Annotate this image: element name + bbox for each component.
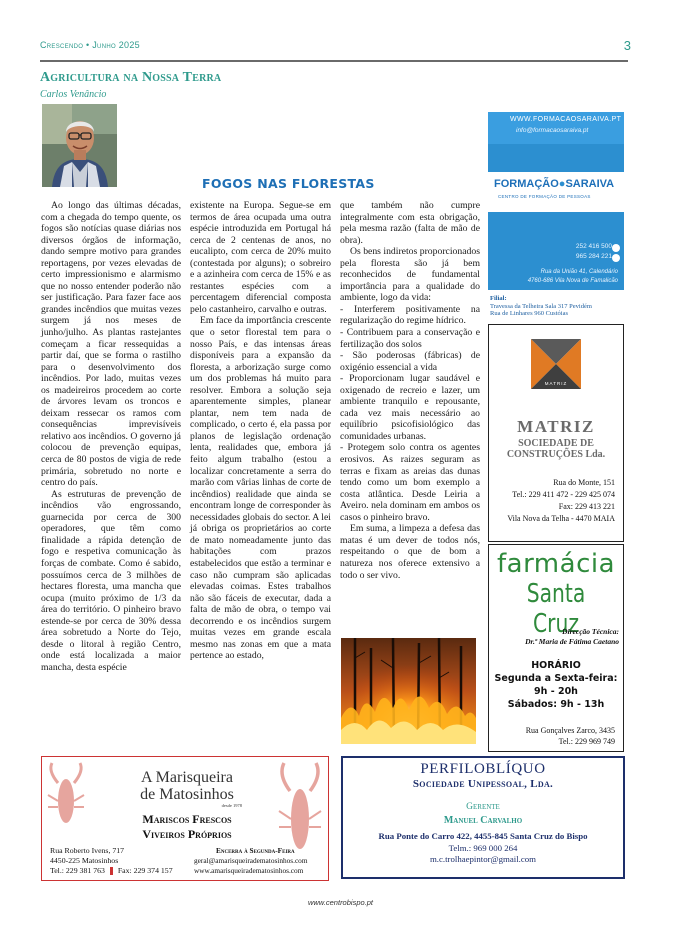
author-name: Carlos Venâncio — [40, 89, 107, 100]
brand-right: SARAIVA — [565, 178, 615, 190]
director-name: Dr.ª Maria de Fátima Caetano — [525, 637, 619, 646]
paragraph: As estruturas de prevenção de incêndios vão engrossando, guarnecida por cerca de 300 operadores, que têm como finalidade a rápida detenção de fogo e respetiva comunicação às forças de combate. Como é sabido, possuímos cerca de 3 milhões de hectares floresta, uma mancha que ocupa (muito próximo de 1/3 da área do território. O pinheiro bravo estende-se por cerca de 30% dessa área sobretudo a Norte do Tejo, desde o litoral à região Centro, onde está localizada a maior mancha, desta espécie — [41, 488, 181, 673]
hours-saturday: Sábados: 9h - 13h — [507, 699, 605, 710]
email-text: info@formacaosaraiva.pt — [516, 127, 589, 134]
hours-weekdays-time: 9h - 20h — [534, 686, 578, 697]
formacao-saraiva-ad — [488, 102, 624, 290]
whatsapp-icon — [612, 254, 620, 262]
marisqueira-web: www.amarisqueiradematosinhos.com — [194, 866, 304, 875]
section-title: Agricultura na Nossa Terra — [40, 70, 222, 85]
footer-url[interactable]: www.centrobispo.pt — [307, 898, 374, 907]
header-rule — [40, 60, 628, 62]
matriz-line-2: CONSTRUÇÕES Lda. — [506, 449, 606, 460]
list-item: - Interferem positivamente na regularização do regime hídrico. — [340, 303, 480, 327]
marisqueira-address-2: 4450-225 Matosinhos — [50, 856, 119, 865]
perfil-company: Sociedade Unipessoal, Lda. — [412, 778, 554, 790]
farmacia-name-top: farmácia — [496, 549, 616, 579]
matriz-name: MATRIZ — [517, 417, 595, 436]
separator-bar — [110, 867, 113, 875]
paragraph: Em face da importância crescente que o setor florestal tem para o nosso País, e das intensas áreas disponíveis para a expansão da floresta, a arborização surge como um dos problemas há muito para resolver. Embora a solução seja aparentemente simples, planear plantar, nem tem nada de complicado, o certo é, ela passa por planos de legislação ordenação lenta, realidades que, embora já feito algum trabalho (estou a localizar concretamente a serra do marão com vârias linhas de corte de incêndios) realidade que ainda se encontram longe de corresponder às necessidades globais do sector. A lei já obriga os proprietários ao corte de mato nomeadamente junto das habitações com prazos estabelecidos que estão a terminar e caso não cumpram são aplicadas elevadas coimas. Estes trabalhos não são fáceis de executar, dada a falta de mão de obra, o tempo vai decorrendo e os incêndios surgem muitas vezes em grande escala mesmo nas zonas em que a mata pertence ao estado, — [190, 315, 331, 662]
marisqueira-email: geral@amarisqueiradematosinhos.com — [194, 856, 308, 865]
marisqueira-fax: Fax: 229 374 157 — [117, 866, 173, 875]
page-number: 3 — [623, 38, 631, 53]
perfil-email: m.c.trolhaepintor@gmail.com — [429, 854, 537, 864]
filial-1: Travessa da Telheira Sala 317 Pevidém — [490, 302, 592, 310]
matriz-line-1: SOCIEDADE DE — [518, 438, 594, 449]
phone-icon — [612, 244, 620, 252]
phone-2: 965 284 221 — [575, 253, 612, 260]
matriz-phones: Tel.: 229 411 472 - 229 425 074 — [512, 490, 615, 499]
filial-label: Filial: — [490, 295, 507, 302]
marisqueira-ad — [41, 756, 329, 881]
matriz-ad — [488, 324, 624, 542]
marisqueira-closed: Encerra à Segunda-Feira — [216, 846, 295, 855]
list-item: - Protegem solo contra os agentes erosivos. As raizes seguram as terras e fixam as areias das dunas tendo como um bom exemplo a costa atlântica. Desde Leiria a Aveiro. nela dominam em ambos os casos o pinheiro bravo. — [340, 442, 480, 523]
paragraph: existente na Europa. Segue-se em termos de área ocupada uma outra espécie introduzida em Portugal há cerca de 2 centenas de anos, no eucalipto, com cerca de 20% muito (contestada por alguns); o sobreiro e a azinheira com cerca de 15% e as restantes espécies com a percentagem diferencial composta pelo castanheiro, carvalho e outras. — [190, 200, 331, 315]
hours-weekdays: Segunda a Sexta-feira: — [494, 673, 618, 684]
marisqueira-address-1: Rua Roberto Ivens, 717 — [50, 846, 125, 855]
farmacia-name-bottom: Santa Cruz — [526, 579, 586, 639]
list-item: - Contribuem para a conservação e fertilização dos solos — [340, 327, 480, 350]
brand-dot-icon: ● — [558, 178, 566, 190]
farmacia-address: Rua Gonçalves Zarco, 3435 — [525, 726, 615, 735]
marisqueira-name-2: de Matosinhos — [140, 786, 234, 803]
list-item: - São poderosas (fábricas) de oxigénio essencial a vida — [340, 350, 480, 373]
running-title: Crescendo • Junho 2025 — [40, 40, 140, 50]
address-2: 4760-686 Vila Nova de Famalicão — [527, 277, 618, 284]
perfil-role: Gerente — [466, 802, 500, 812]
paragraph: Ao longo das últimas décadas, com a chegada do tempo quente, os fogos são notícias quase diárias nos diversos órgãos de informação, dando sempre motivo para grandes reportagens, por vezes elevadas de certo impressionismo e alarmismo que no nosso entender poderão não ser justificação. Para fazer face aos grandes incêndios que muitas vezes surgem já nos meses de junho/julho. As plantas rastejantes começam a ficar ressequidas a partir daí, que se forma o rastilho para o desenvolvimento dos incêndios. Por lado, muitas vezes os madeireiros procedem ao corte de árvores levam os troncos e deixam ressecar os ramos com consequências imprevisíveis relativo aos incêndios. O governo já colocou de prevenção equipas, cerca de 80 postos de vigia de rede primária, sobretudo no norte e centro do país. — [41, 200, 181, 489]
filial-2: Rua de Linhares 960 Custóias — [490, 310, 568, 318]
paragraph: Os bens indiretos proporcionados pela floresta são já bem reconhecidos de fundamental importância para a qualidade do ambiente, logo da vida: — [340, 246, 480, 304]
author-photo — [42, 104, 117, 187]
matriz-logo-text: MATRIZ — [544, 381, 568, 386]
perfil-phone: Telm.: 969 000 264 — [448, 843, 518, 853]
article-column-3 — [340, 200, 480, 581]
director-label: Direcção Técnica: — [562, 627, 619, 636]
lobster-left-icon — [46, 761, 86, 845]
hours-title: HORÁRIO — [531, 660, 581, 671]
forest-fire-photo — [341, 638, 476, 744]
article-headline: FOGOS NAS FLORESTAS — [202, 176, 375, 191]
paragraph: que também não cumpre integralmente com esta obrigação, pela mesma razão (falta de mão de obra). — [340, 200, 480, 246]
article-column-1 — [41, 200, 181, 673]
marisqueira-tel: Tel.: 229 381 763 — [50, 866, 105, 875]
marisqueira-line-2: Viveiros Próprios — [142, 827, 232, 841]
list-item: - Proporcionam lugar saudável e oxigenado de recreio e lazer, um ambiente tranquilo e repousante, cada vez mais necessário ao equilíbrio psicofisiológico das comunidades urbanas. — [340, 373, 480, 442]
tagline: CENTRO DE FORMAÇÃO DE PESSOAS — [498, 194, 591, 199]
marisqueira-line-1: Mariscos Frescos — [142, 812, 232, 826]
brand-left: FORMAÇÃO — [494, 178, 559, 190]
perfil-address: Rua Ponte do Carro 422, 4455-845 Santa Cruz do Bispo — [378, 831, 588, 841]
matriz-address-2: Vila Nova da Telha - 4470 MAIA — [507, 514, 615, 523]
matriz-fax: Fax: 229 413 221 — [558, 502, 615, 511]
farmacia-ad — [488, 544, 624, 752]
farmacia-phone: Tel.: 229 969 749 — [558, 737, 615, 746]
matriz-address-1: Rua do Monte, 151 — [553, 478, 615, 487]
marisqueira-since: desde 1978 — [221, 803, 242, 808]
perfilobliquo-ad — [341, 756, 625, 879]
phone-1: 252 416 500 — [575, 243, 612, 250]
perfil-name: PERFILOBLÍQUO — [420, 761, 546, 777]
filial-box — [488, 290, 624, 322]
marisqueira-name-1: A Marisqueira — [141, 769, 233, 786]
matriz-logo — [531, 339, 581, 389]
perfil-manager: Manuel Carvalho — [443, 815, 523, 826]
paragraph: Em suma, a limpeza a defesa das matas é um dever de todos nós, respeitando o que de bom a natureza nos oferece extensivo a todo o ser vivo. — [340, 523, 480, 581]
website-text: WWW.FORMACAOSARAIVA.PT — [510, 116, 622, 123]
address-1: Rua da União 41, Calendário — [540, 269, 618, 275]
article-column-2 — [190, 200, 331, 662]
